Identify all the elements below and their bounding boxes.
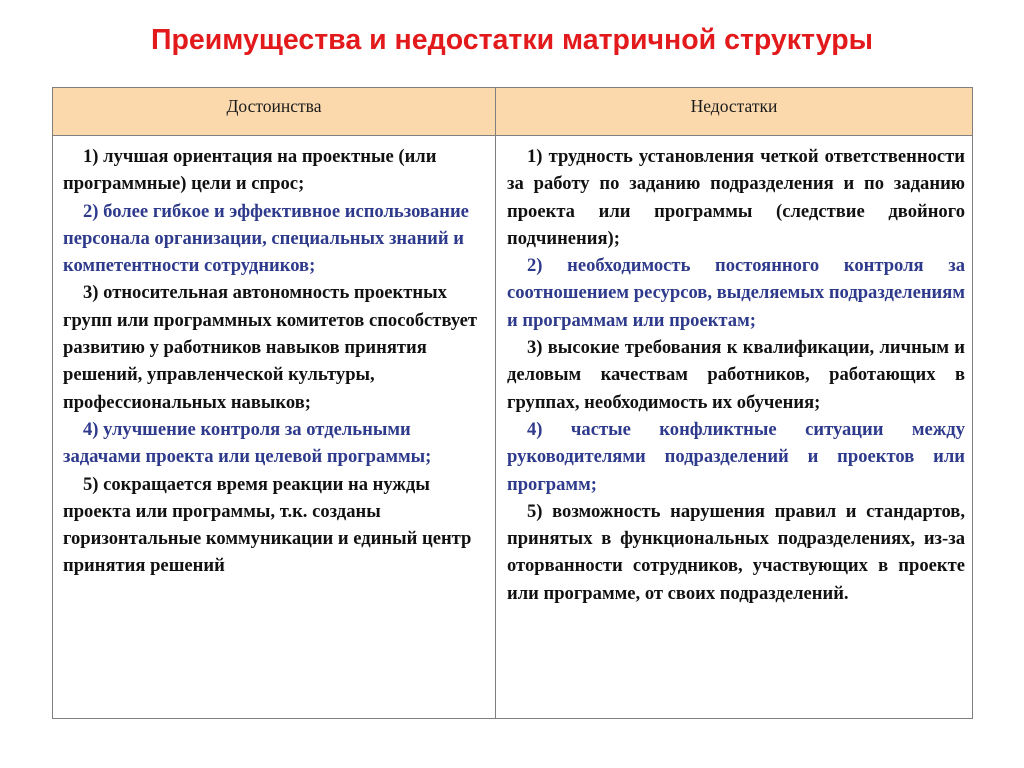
advantage-item: 5) сокращается время реакции на нужды проекта или программы, т.к. созданы горизонтальные коммуникации и единый центр принятия решений — [63, 473, 472, 577]
disadvantage-item: 2) необходимость постоянного контроля за соотношением ресурсов, выделяемых подразделениям и программам или проектам; — [507, 255, 965, 331]
slide-title: Преимущества и недостатки матричной структуры — [151, 24, 873, 56]
advantage-item: 2) более гибкое и эффективное использование персонала организации, специальных знаний и компетентности сотрудников; — [63, 200, 469, 277]
table-header-row — [53, 88, 972, 136]
header-advantages: Достоинства — [226, 96, 322, 116]
advantage-item: 4) улучшение контроля за отдельными задачами проекта или целевой программы; — [63, 418, 432, 468]
disadvantage-item: 3) высокие требования к квалификации, личным и деловым качествам работников, работающих в группах, необходимость их обучения; — [507, 337, 965, 413]
disadvantage-item: 4) частые конфликтные ситуации между руководителями подразделений и проектов или программ; — [507, 418, 965, 495]
column-divider — [495, 88, 496, 718]
advantage-item: 3) относительная автономность проектных групп или программных комитетов способствует развитию у работников навыков принятия решений, управленческой культуры, профессиональных навыков; — [63, 282, 477, 413]
advantages-column — [63, 143, 487, 580]
advantage-item: 1) лучшая ориентация на проектные (или программные) цели и спрос; — [63, 146, 437, 195]
header-disadvantages: Недостатки — [690, 96, 778, 116]
comparison-table — [52, 87, 973, 719]
disadvantages-column — [507, 143, 965, 607]
disadvantage-item: 5) возможность нарушения правил и стандартов, принятых в функциональных подразделениях, из-за оторванности сотрудников, участвующих в проекте или программе, от своих подразделений. — [507, 500, 965, 604]
disadvantage-item: 1) трудность установления четкой ответственности за работу по заданию подразделения и по заданию проекта или программы (следствие двойного подчинения); — [507, 146, 965, 249]
